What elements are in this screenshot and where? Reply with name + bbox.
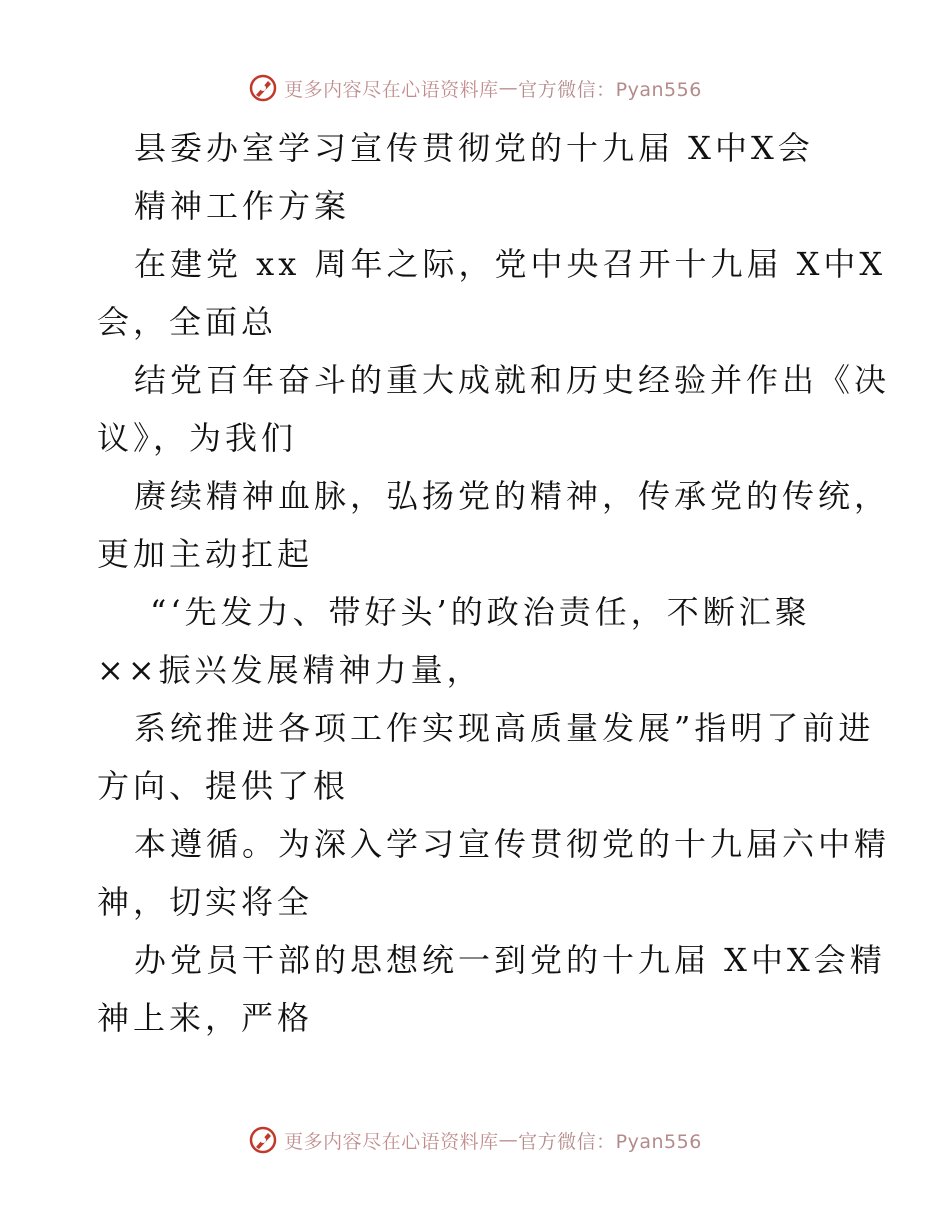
watermark-separator: — <box>498 1129 519 1151</box>
paragraph-line: 神，切实将全 <box>97 883 314 921</box>
paragraph-line: 方向、提供了根 <box>97 767 350 805</box>
paragraph-line: 议》，为我们 <box>97 419 298 457</box>
watermark-text: 更多内容尽在心语资料库 <box>284 78 499 101</box>
watermark-separator: — <box>498 77 519 99</box>
watermark-text: 更多内容尽在心语资料库 <box>284 1130 499 1153</box>
paragraph-line: 结党百年奋斗的重大成就和历史经验并作出《决 <box>134 361 891 399</box>
paragraph-line: 本遵循。为深入学习宣传贯彻党的十九届六中精 <box>134 825 891 863</box>
watermark-wechat: 官方微信：Pyan556 <box>518 78 702 101</box>
document-title-line-1: 县委办室学习宣传贯彻党的十九届 X中X会 <box>134 129 814 167</box>
paragraph-line: 办党员干部的思想统一到党的十九届 X中X会精 <box>134 941 886 979</box>
paragraph-line: 在建党 xx 周年之际，党中央召开十九届 X中X <box>134 245 887 283</box>
paragraph-line: ××振兴发展精神力量， <box>97 651 483 689</box>
header-watermark <box>0 68 950 108</box>
watermark-wechat: 官方微信：Pyan556 <box>518 1130 702 1153</box>
paragraph-line: 赓续精神血脉，弘扬党的精神，传承党的传统， <box>134 477 891 515</box>
document-title-line-2: 精神工作方案 <box>134 187 351 225</box>
paragraph-line: 系统推进各项工作实现高质量发展”指明了前进 <box>134 709 875 747</box>
footer-watermark <box>0 1120 950 1160</box>
paragraph-line: 更加主动扛起 <box>97 535 314 573</box>
pen-logo-icon <box>248 73 278 103</box>
pen-logo-icon <box>248 1125 278 1155</box>
paragraph-line: “‘先发力、带好头’的政治责任，不断汇聚 <box>150 593 811 631</box>
paragraph-line: 会，全面总 <box>97 303 278 341</box>
paragraph-line: 神上来，严格 <box>97 999 314 1037</box>
